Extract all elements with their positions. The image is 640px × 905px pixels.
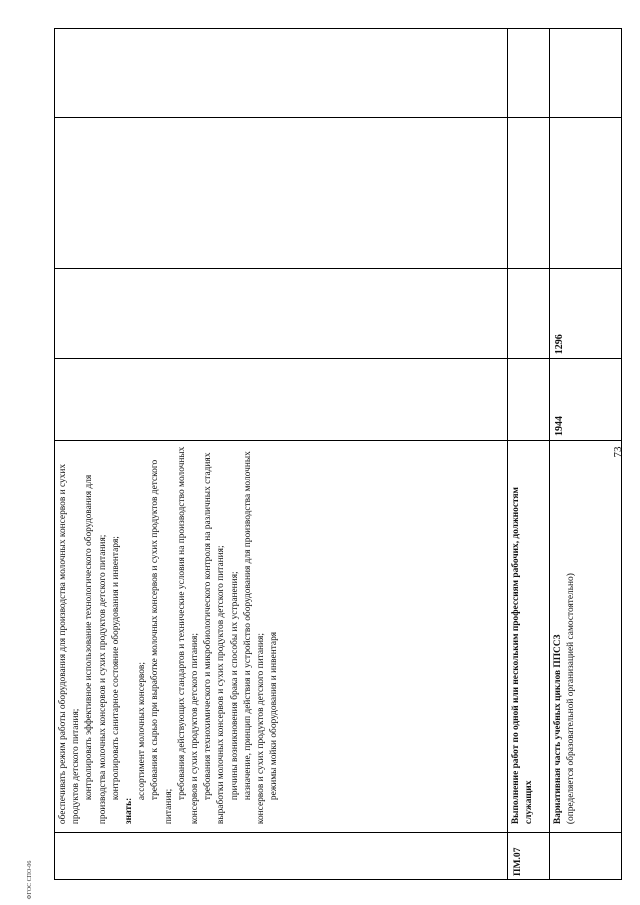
list-item: контролировать эффективное использование технологического оборудования для производства молочных консервов и сухих продуктов детского питания;	[84, 474, 108, 825]
table-row-skills	[55, 29, 507, 879]
discipline-cell	[55, 118, 507, 270]
table-row-variative	[549, 29, 621, 879]
list-item: требования технохимического и микробиологического контроля на различных стадиях выработки молочных консервов и сухих продуктов детского питания;	[203, 452, 227, 825]
footer-label: ФГОС СПО-06	[27, 860, 33, 900]
pm07-competence	[508, 29, 549, 118]
variative-title: Вариативная часть учебных циклов ППССЗ	[553, 634, 563, 825]
table-row-pm07	[507, 29, 549, 879]
table-rotator	[54, 28, 622, 880]
variative-title-cell	[550, 441, 621, 833]
pm07-obligatory-hours	[508, 269, 549, 359]
list-item: требования действующих стандартов и технические условия на производство молочных консервов и сухих продуктов детского питания;	[176, 446, 201, 825]
pm07-discipline	[508, 118, 549, 270]
variative-max-hours: 1944	[550, 359, 621, 441]
list-item: обеспечивать режим работы оборудования для производства молочных консервов и сухих продуктов детского питания;	[58, 463, 82, 825]
list-item: режимы мойки оборудования и инвентаря	[269, 631, 280, 801]
variative-note: (определяется образовательной организацией самостоятельно)	[566, 573, 577, 825]
curriculum-table	[54, 28, 622, 880]
variative-code	[550, 833, 621, 879]
obligatory-hours-cell	[55, 269, 507, 359]
skills-knowledge-list	[57, 445, 281, 824]
pm07-code: ПМ.07	[512, 847, 523, 876]
page-number: 73	[612, 446, 624, 458]
pm07-title: Выполнение работ по одной или нескольким профессиям рабочих, должностям служащих	[508, 441, 549, 833]
list-item: ассортимент молочных консервов;	[137, 662, 148, 801]
variative-obligatory-hours: 1296	[550, 269, 621, 359]
variative-discipline	[550, 118, 621, 270]
list-item: назначение, принцип действия и устройство оборудования для производства молочных консервов и сухих продуктов детского питания;	[242, 451, 267, 825]
code-cell	[55, 833, 507, 879]
competence-cell	[55, 29, 507, 118]
list-item: причины возникновения брака и способы их устранения;	[229, 571, 240, 801]
list-item: контролировать санитарное состояние оборудования и инвентаря;	[110, 536, 121, 801]
pm07-max-hours	[508, 359, 549, 441]
skills-knowledge-cell	[55, 441, 507, 833]
max-hours-cell	[55, 359, 507, 441]
section-heading: знать:	[124, 797, 135, 825]
list-item: требования к сырью при выработке молочных консервов и сухих продуктов детского питания;	[150, 459, 174, 825]
variative-competence	[550, 29, 621, 118]
